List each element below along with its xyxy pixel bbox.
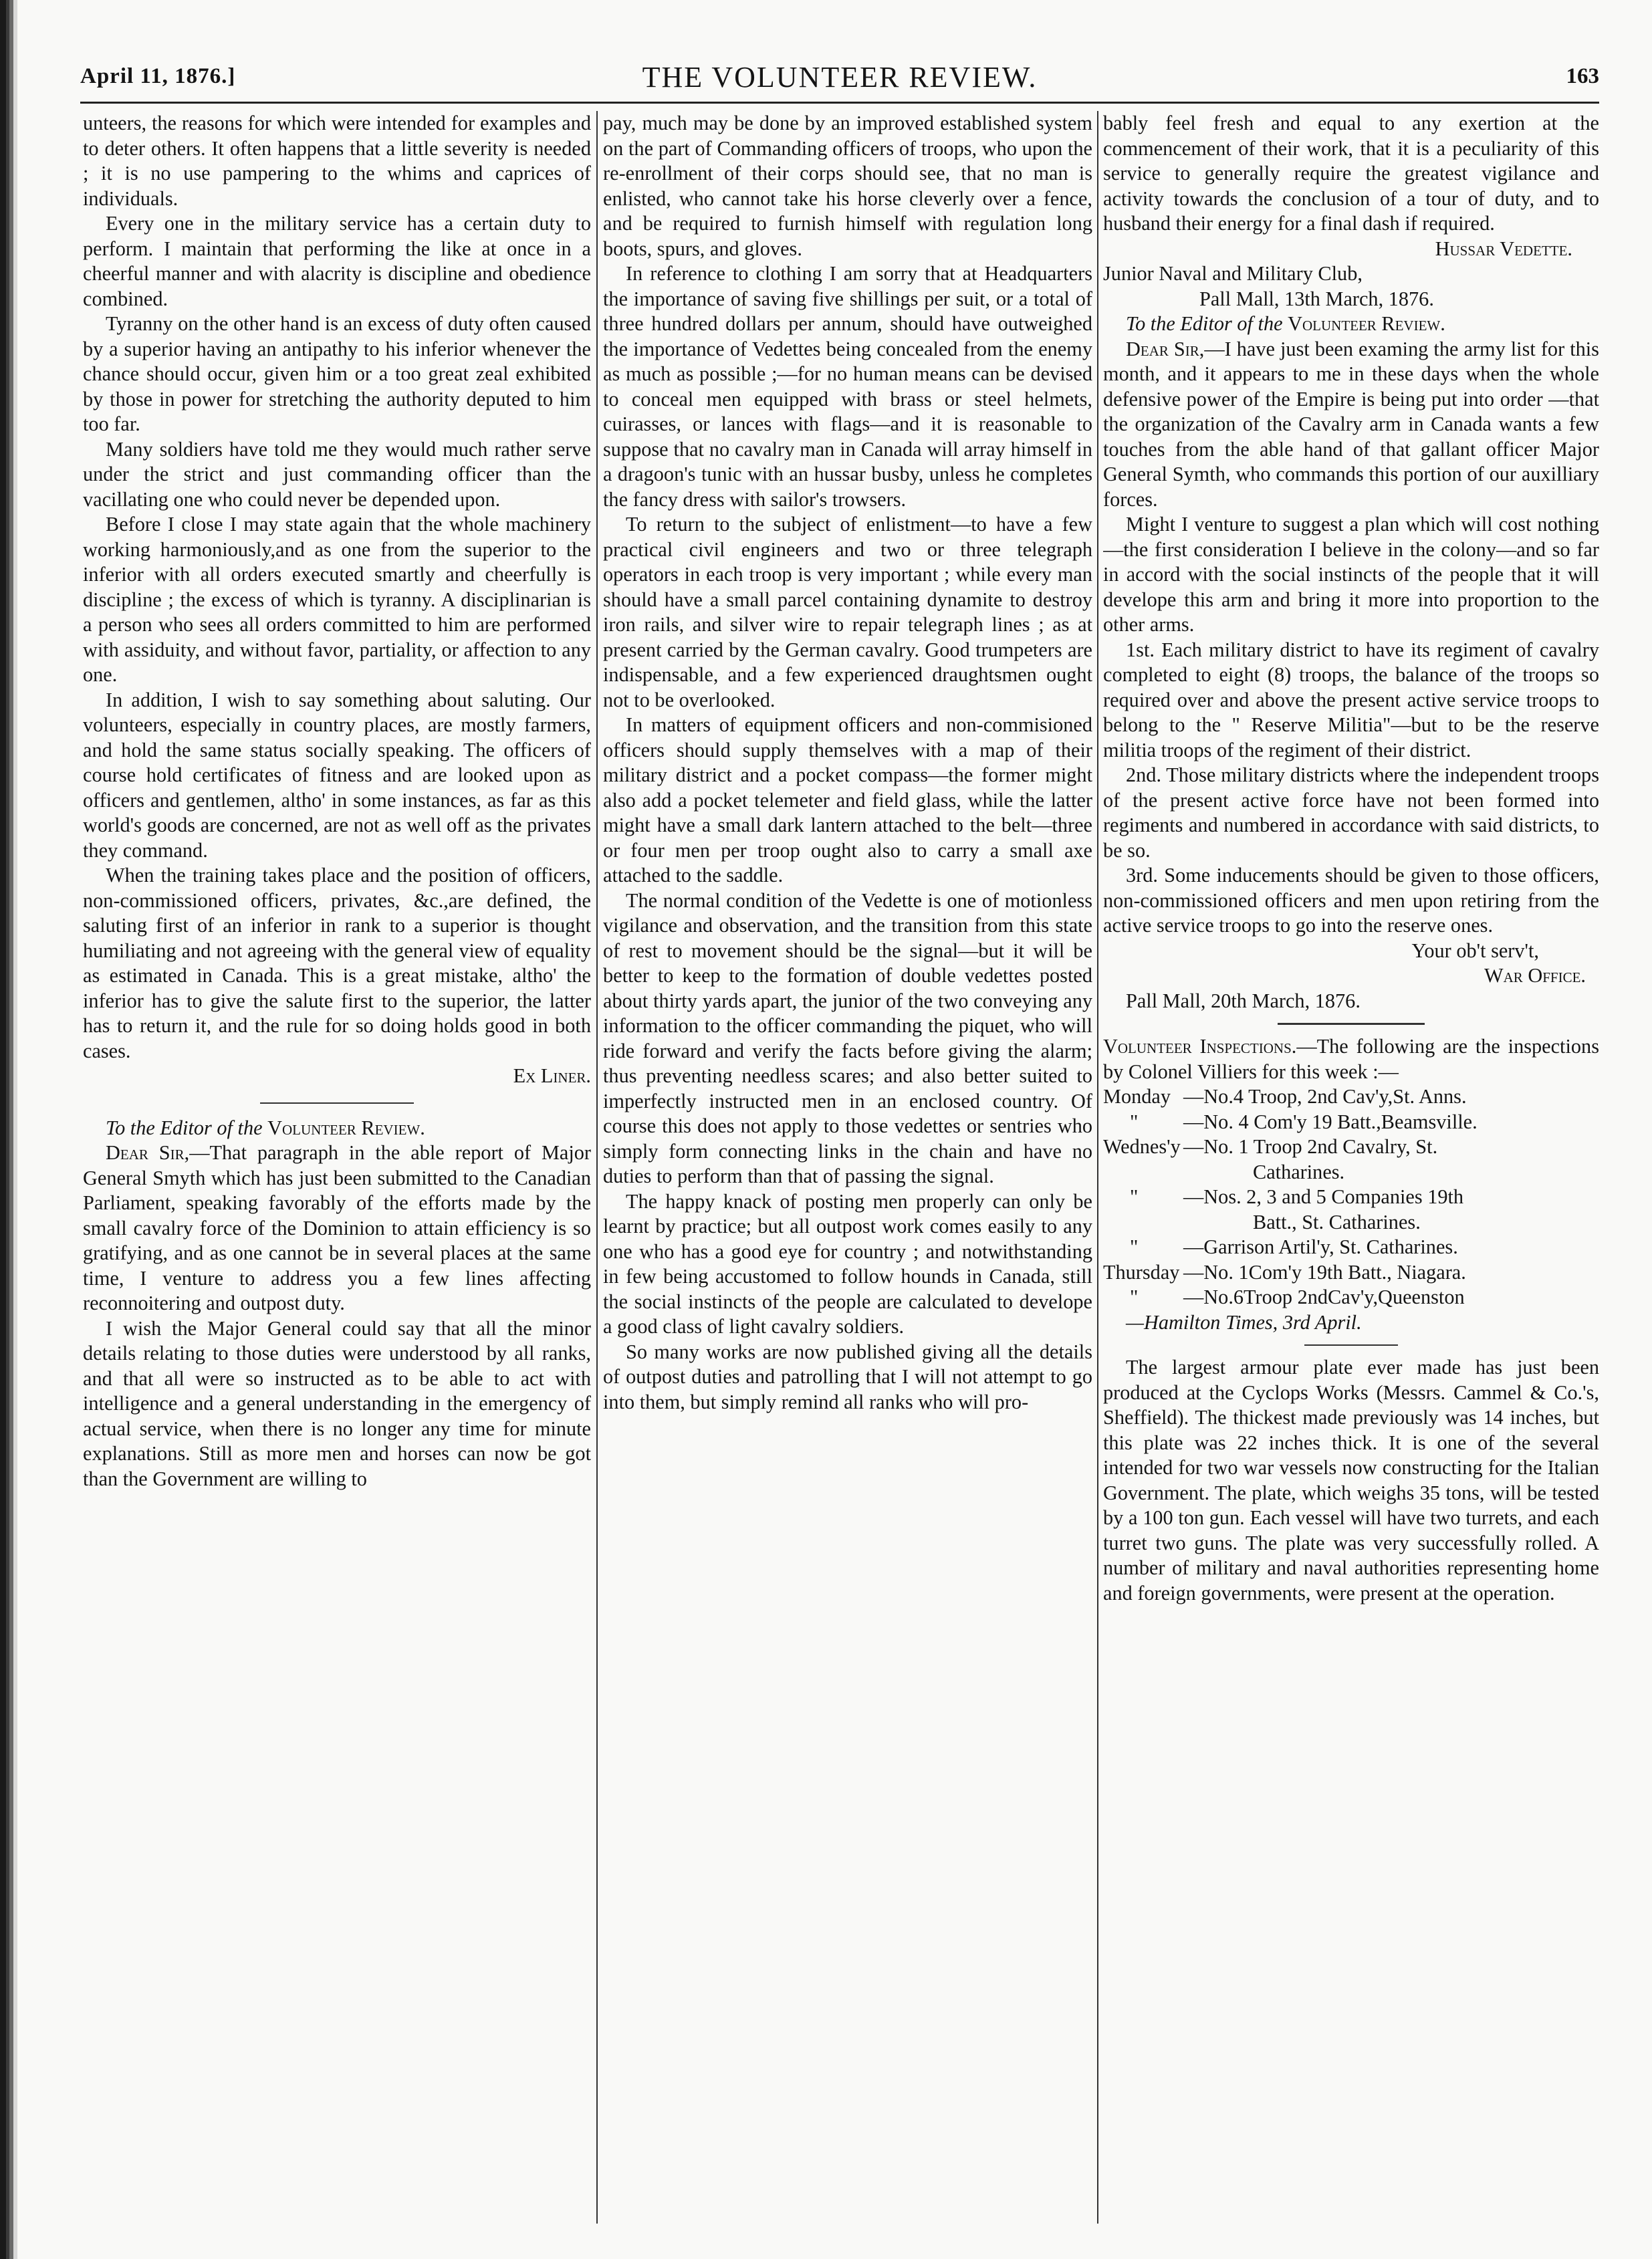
paragraph: The happy knack of posting men properly can only be learnt by practice; but all outpost work comes easily to any one who has a good eye for country ; and notwithstanding in few being accustomed to follow hounds in Canada, still the social instincts of the people are calculated to develope a good class of light cavalry soldiers. [603,1189,1092,1338]
paragraph: To return to the subject of enlistment—to have a few practical civil engineers and two or three telegraph operators in each troop is very important ; while every man should have a small parcel containing dynamite to destroy iron rails, and silver wire to repair telegraph lines ; as at present carried by the German cavalry. Good trumpeters are indispensable, and a few experienced draughtsmen ought not to be overlooked. [603,513,1092,711]
paragraph: Many soldiers have told me they would much rather serve under the strict and just commanding officer than the vacillating one who could never be depended upon. [83,437,591,511]
closing-line: Your ob't serv't, [1411,939,1539,962]
inspection-day: Monday [1103,1085,1171,1108]
paragraph-text: —I have just been examing the army list for this month, and it appears to me in these days when the whole defensive power of the Empire is being put into order —that the organization of the Cavalry arm in Canada wants a few touches from the able hand of that gallant officer Major General Symth, who commands this portion of our auxilliary forces. [1103,337,1599,511]
paragraph: In matters of equipment officers and non-commisioned officers should supply themselves with a map of their military district and a pocket compass—the former might also add a pocket telemeter and field glass, while the latter might have a small dark lantern attached to the belt—three or four men per troop ought also to carry a small axe attached to the saddle. [603,713,1092,886]
column-3 [1103,111,1599,2247]
inspection-detail: —Garrison Artil'y, St. Catharines. [1183,1235,1458,1258]
inspection-detail: —No. 4 Com'y 19 Batt.,Beamsville. [1183,1110,1478,1133]
paragraph: bably feel fresh and equal to any exertion at the commencement of their work, that it is a peculiarity of this service to generally require the greatest vigilance and activity towards the conclusion of a tour of duty, and to husband their energy for a final dash if required. [1103,112,1599,235]
paragraph-text: —The following are the inspections by Colonel Villiers for this week :— [1103,1035,1599,1083]
paragraph [83,1141,591,1316]
signature: War Office. [1484,964,1586,987]
letter-heading-prefix: To the Editor of the [1126,312,1283,335]
section-lead: Volunteer Inspections. [1103,1035,1297,1058]
list-item [1103,1185,1599,1210]
inspection-detail: —Nos. 2, 3 and 5 Companies 19th [1183,1185,1464,1208]
article-separator [1278,1023,1425,1025]
list-item [1103,1110,1599,1135]
signature: Ex Liner. [513,1064,591,1087]
address-line: Pall Mall, 13th March, 1876. [1199,287,1434,310]
list-item [1103,1235,1599,1260]
inspection-detail-continued: Catharines. [1253,1160,1345,1183]
paragraph: Every one in the military service has a certain duty to perform. I maintain that performing the like at once in a cheerful manner and with alacrity is discipline and obedience combined. [83,212,591,310]
column-1 [83,111,591,2247]
inspection-detail: —No.6Troop 2ndCav'y,Queenston [1183,1286,1465,1308]
page-number: 163 [1566,64,1599,88]
issue-date: April 11, 1876.] [80,64,236,88]
inspection-day: " [1130,1185,1139,1208]
signature: Hussar Vedette. [1435,237,1572,260]
inspection-day: " [1130,1235,1139,1258]
address-line: Junior Naval and Military Club, [1103,262,1363,285]
source-credit: —Hamilton Times, 3rd April. [1126,1310,1362,1334]
inspection-detail-continued: Batt., St. Catharines. [1253,1210,1421,1233]
page-binding-edge [0,0,17,2259]
inspection-detail: —No. 1 Troop 2nd Cavalry, St. [1183,1135,1438,1158]
article-separator [1304,1344,1398,1346]
salutation: Dear Sir, [1126,337,1205,360]
inspection-day: Wednes'y [1103,1135,1181,1158]
letter-heading-prefix: To the Editor of the [106,1116,263,1139]
letter-heading [83,1116,591,1141]
column-rule [596,111,598,2224]
paragraph-text: —That paragraph in the able report of Major General Smyth which has just been submitted to the Canadian Parliament, speaking favorably of the efforts made by the small cavalry force of the Dominion to attain efficiency is so gratifying, and as one cannot be in several places at the same time, I venture to address you a few lines affecting reconnoitering and outpost duty. [83,1141,591,1314]
paragraph [1103,1034,1599,1084]
paragraph: Before I close I may state again that the whole machinery working harmoniously,and as one from the superior to the inferior with all orders executed smartly and cheerfully is discipline ; the excess of which is tyranny. A disciplinarian is a person who sees all orders committed to him are performed with assiduity, and without favor, partiality, or affection to any one. [83,513,591,686]
header-rule [80,102,1599,104]
inspection-day: " [1130,1110,1139,1133]
inspection-day: Thursday [1103,1260,1180,1284]
inspection-day: " [1130,1286,1139,1308]
list-item [1103,1260,1599,1286]
paragraph: 1st. Each military district to have its regiment of cavalry completed to eight (8) troops, the balance of the troops so required over and above the present active service troops to belong to the " Reserve Militia"—but to be the reserve militia troops of the regiment of their district. [1103,638,1599,761]
inspection-detail: —No.4 Troop, 2nd Cav'y,St. Anns. [1183,1085,1467,1108]
paragraph: So many works are now published giving all the details of outpost duties and patrolling that I will not attempt to go into them, but simply remind all ranks who will pro- [603,1340,1092,1413]
paragraph: unteers, the reasons for which were intended for examples and to deter others. It often happens that a little severity is needed ; it is no use pampering to the whims and caprices of individuals. [83,112,591,210]
list-item [1103,1135,1599,1160]
letter-heading-paper: Volunteer Review. [1288,312,1445,335]
list-item [1103,1084,1599,1110]
publication-title: THE VOLUNTEER REVIEW. [642,61,1038,94]
letter-heading [1103,312,1599,337]
paragraph: The largest armour plate ever made has just been produced at the Cyclops Works (Messrs. Cammel & Co.'s, Sheffield). The thickest made previously was 14 inches, but this plate was 22 inches thick. It is one of the several intended for two war vessels now constructing for the Italian Government. The plate, which weighs 35 tons, will be tested by a 100 ton gun. Each vessel will have two turrets, and each turret two guns. The plate was very successfully rolled. A number of military and naval authorities representing home and foreign governments, were present at the operation. [1103,1356,1599,1604]
paragraph: I wish the Major General could say that all the minor details relating to those duties were understood by all ranks, and that all were so instructed as to be able to act with intelligence and a general understanding in the emergency of actual service, when there is no longer any time for minute explanations. Still as more men and horses can now be got than the Government are willing to [83,1316,591,1490]
paragraph: Tyranny on the other hand is an excess of duty often caused by a superior having an antipathy to his inferior whenever the chance should occur, given him or a too great zeal exhibited by those in power for stretching the authority deputed to him too far. [83,312,591,435]
inspection-detail: —No. 1Com'y 19th Batt., Niagara. [1183,1260,1466,1284]
paragraph: 2nd. Those military districts where the independent troops of the present active force have not been formed into regiments and numbered in accordance with said districts, to be so. [1103,763,1599,862]
paragraph: Might I venture to suggest a plan which will cost nothing—the first consideration I believe in the colony—and so far in accord with the social instincts of the people that it will develope this arm and bring it more into proportion to the other arms. [1103,513,1599,636]
paragraph: In reference to clothing I am sorry that at Headquarters the importance of saving five shillings per suit, or a total of three hundred dollars per annum, should have outweighed the importance of Vedettes being concealed from the enemy as much as possible ;—for no human means can be devised to conceal men equipped with brass or steel helmets, cuirasses, or lances with flags—and it is reasonable to suppose that no cavalry man in Canada will array himself in a dragoon's tunic with an hussar busby, unless he completes the fancy dress with sailor's trowsers. [603,262,1092,511]
inspection-list [1103,1084,1599,1310]
paragraph: In addition, I wish to say something about saluting. Our volunteers, especially in country places, are mostly farmers, and hold the same status socially speaking. The officers of course hold certificates of fitness and are looked upon as officers and gentlemen, altho' in some instances, as far as this world's goods are concerned, are not as well off as the privates they command. [83,688,591,862]
letter-heading-paper: Volunteer Review. [267,1116,425,1139]
salutation: Dear Sir, [106,1141,190,1164]
paragraph: The normal condition of the Vedette is one of motionless vigilance and observation, and the transition from this state of rest to movement should be the signal—but it will be better to keep to the formation of double vedettes posted about thirty yards apart, the junior of the two conveying any information to the officer commanding the piquet, who will ride forward and verify the facts before giving the alarm; thus preventing needless scares; and also better suited to imperfectly instructed men in an enclosed country. Of course this does not apply to those vedettes or sentries who simply form connecting links in the chain and have no duties to perform than that of passing the signal. [603,888,1092,1187]
column-rule [1097,111,1098,2224]
place-date-line: Pall Mall, 20th March, 1876. [1126,989,1361,1012]
paragraph: pay, much may be done by an improved established system on the part of Commanding officers of troops, who upon the re-enrollment of their corps should see, that no man is enlisted, who cannot take his horse cleverly over a fence, and be required to furnish himself with regulation long boots, spurs, and gloves. [603,112,1092,260]
article-separator [260,1102,414,1104]
paragraph [1103,337,1599,513]
list-item [1103,1285,1599,1310]
paragraph: When the training takes place and the position of officers, non-commissioned officers, privates, &c.,are defined, the saluting first of an inferior in rank to a superior is thought humiliating and not agreeing with the general view of equality as estimated in Canada. This is a great mistake, altho' the inferior has to give the salute first to the superior, the latter has to return it, and the rule for so doing holds good in both cases. [83,864,591,1062]
column-2 [603,111,1092,2247]
paragraph: 3rd. Some inducements should be given to those officers, non-commissioned officers and men upon retiring from the active service troops to go into the reserve ones. [1103,864,1599,937]
page-header [80,60,1599,100]
